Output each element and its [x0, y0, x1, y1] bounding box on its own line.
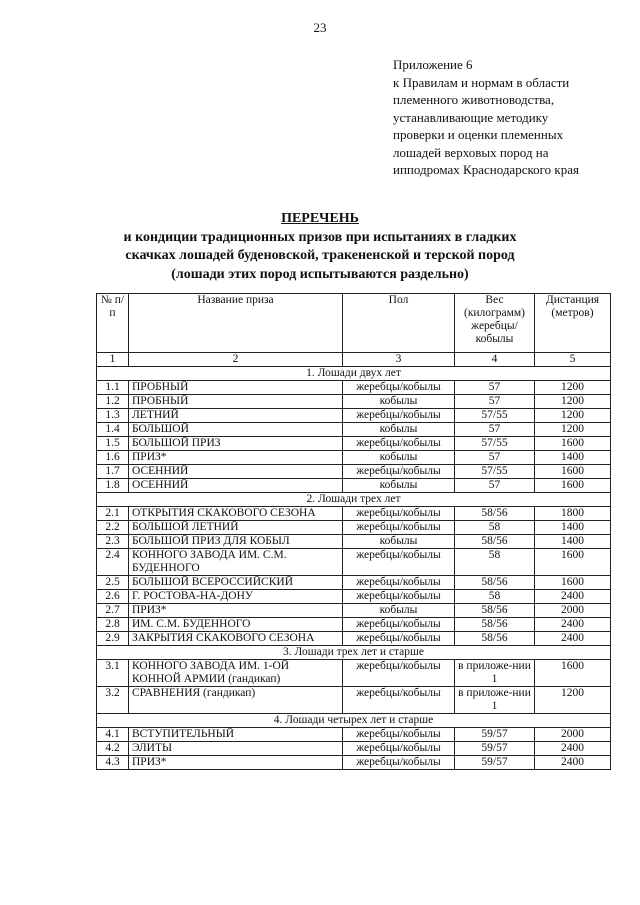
distance: 2400	[535, 756, 611, 770]
row-number: 3.1	[97, 660, 129, 687]
sex: жеребцы/кобылы	[343, 465, 455, 479]
prize-name: Г. РОСТОВА-НА-ДОНУ	[129, 590, 343, 604]
row-number: 2.4	[97, 549, 129, 576]
prize-name: ОСЕННИЙ	[129, 465, 343, 479]
row-number: 1.2	[97, 395, 129, 409]
row-number: 1.1	[97, 381, 129, 395]
table-row	[97, 423, 611, 437]
table-row	[97, 437, 611, 451]
weight: 57	[455, 423, 535, 437]
weight: 59/57	[455, 742, 535, 756]
row-number: 4.3	[97, 756, 129, 770]
heading-line: и кондиции традиционных призов при испытаниях в гладких	[123, 229, 517, 245]
row-number: 2.2	[97, 521, 129, 535]
sex: жеребцы/кобылы	[343, 409, 455, 423]
weight: в приложе-нии 1	[455, 687, 535, 714]
row-number: 2.8	[97, 618, 129, 632]
column-number: 3	[343, 353, 455, 367]
weight: 58/56	[455, 535, 535, 549]
table-row	[97, 660, 611, 687]
table-row	[97, 409, 611, 423]
prize-name: ОСЕННИЙ	[129, 479, 343, 493]
appendix-line: племенного животноводства,	[393, 92, 555, 107]
table-row	[97, 632, 611, 646]
weight: 57/55	[455, 465, 535, 479]
appendix-line: Приложение 6	[393, 57, 473, 72]
heading-note: (лошади этих пород испытываются раздельно)	[171, 266, 469, 282]
prize-name: ЭЛИТЫ	[129, 742, 343, 756]
distance: 1600	[535, 549, 611, 576]
prize-name: ПРОБНЫЙ	[129, 395, 343, 409]
row-number: 2.9	[97, 632, 129, 646]
row-number: 1.3	[97, 409, 129, 423]
weight: 58/56	[455, 507, 535, 521]
weight: 57	[455, 451, 535, 465]
appendix-line: к Правилам и нормам в области	[393, 74, 570, 90]
prize-name: ЗАКРЫТИЯ СКАКОВОГО СЕЗОНА	[129, 632, 343, 646]
distance: 1200	[535, 687, 611, 714]
prize-name: ЛЕТНИЙ	[129, 409, 343, 423]
table-row	[97, 756, 611, 770]
distance: 2000	[535, 604, 611, 618]
row-number: 1.5	[97, 437, 129, 451]
sex: жеребцы/кобылы	[343, 618, 455, 632]
sex: жеребцы/кобылы	[343, 660, 455, 687]
distance: 1600	[535, 660, 611, 687]
prize-name: БОЛЬШОЙ ПРИЗ ДЛЯ КОБЫЛ	[129, 535, 343, 549]
appendix-note	[393, 56, 633, 179]
weight: 59/57	[455, 756, 535, 770]
prize-name: БОЛЬШОЙ	[129, 423, 343, 437]
column-number: 5	[535, 353, 611, 367]
sex: жеребцы/кобылы	[343, 687, 455, 714]
table-row	[97, 381, 611, 395]
sex: жеребцы/кобылы	[343, 549, 455, 576]
row-number: 4.1	[97, 728, 129, 742]
table-body	[97, 367, 611, 770]
distance: 2400	[535, 590, 611, 604]
distance: 1400	[535, 451, 611, 465]
appendix-line: лошадей верховых пород на	[393, 144, 549, 160]
section-row	[97, 646, 611, 660]
weight: в приложе-нии 1	[455, 660, 535, 687]
header-weight: Вес (килограмм) жеребцы/ кобылы	[455, 294, 535, 353]
table-row	[97, 507, 611, 521]
column-number: 2	[129, 353, 343, 367]
distance: 2400	[535, 632, 611, 646]
appendix-line: устанавливающие методику	[393, 109, 549, 125]
row-number: 2.5	[97, 576, 129, 590]
section-row	[97, 714, 611, 728]
weight: 58	[455, 590, 535, 604]
header-distance: Дистанция (метров)	[535, 294, 611, 353]
weight: 58/56	[455, 604, 535, 618]
sex: кобылы	[343, 604, 455, 618]
sex: жеребцы/кобылы	[343, 437, 455, 451]
distance: 2400	[535, 742, 611, 756]
header-prize-name: Название приза	[129, 294, 343, 353]
prize-name: СРАВНЕНИЯ (гандикап)	[129, 687, 343, 714]
column-number: 1	[97, 353, 129, 367]
table-row	[97, 521, 611, 535]
prize-name: ПРИЗ*	[129, 604, 343, 618]
row-number: 2.1	[97, 507, 129, 521]
sex: жеребцы/кобылы	[343, 742, 455, 756]
distance: 1200	[535, 423, 611, 437]
weight: 57/55	[455, 437, 535, 451]
prize-name: ОТКРЫТИЯ СКАКОВОГО СЕЗОНА	[129, 507, 343, 521]
row-number: 3.2	[97, 687, 129, 714]
sex: кобылы	[343, 395, 455, 409]
sex: жеребцы/кобылы	[343, 381, 455, 395]
table-row	[97, 728, 611, 742]
table-row	[97, 618, 611, 632]
table-row	[97, 395, 611, 409]
section-title: 2. Лошади трех лет	[97, 493, 611, 507]
section-row	[97, 493, 611, 507]
table-header-row	[97, 294, 611, 353]
sex: кобылы	[343, 451, 455, 465]
distance: 1600	[535, 479, 611, 493]
document-heading	[0, 210, 640, 284]
weight: 58/56	[455, 576, 535, 590]
header-sex: Пол	[343, 294, 455, 353]
distance: 2400	[535, 618, 611, 632]
distance: 1600	[535, 576, 611, 590]
page-number: 23	[313, 20, 327, 35]
table-row	[97, 465, 611, 479]
weight: 57	[455, 381, 535, 395]
row-number: 1.4	[97, 423, 129, 437]
row-number: 2.3	[97, 535, 129, 549]
prize-name: ВСТУПИТЕЛЬНЫЙ	[129, 728, 343, 742]
distance: 1400	[535, 535, 611, 549]
distance: 1200	[535, 381, 611, 395]
distance: 1600	[535, 437, 611, 451]
distance: 1400	[535, 521, 611, 535]
sex: кобылы	[343, 423, 455, 437]
section-title: 3. Лошади трех лет и старше	[97, 646, 611, 660]
weight: 57	[455, 395, 535, 409]
sex: жеребцы/кобылы	[343, 590, 455, 604]
prize-name: ПРИЗ*	[129, 451, 343, 465]
weight: 58/56	[455, 618, 535, 632]
sex: жеребцы/кобылы	[343, 756, 455, 770]
table-row	[97, 451, 611, 465]
prize-name: КОННОГО ЗАВОДА ИМ. 1-ОЙ КОННОЙ АРМИИ (гандикап)	[129, 660, 343, 687]
table-row	[97, 590, 611, 604]
weight: 57	[455, 479, 535, 493]
section-title: 1. Лошади двух лет	[97, 367, 611, 381]
prize-name: КОННОГО ЗАВОДА ИМ. С.М. БУДЕННОГО	[129, 549, 343, 576]
column-number-row	[97, 353, 611, 367]
prizes-table	[96, 293, 611, 770]
heading-line: скачках лошадей буденовской, тракененской и терской пород	[125, 248, 515, 263]
distance: 2000	[535, 728, 611, 742]
table-row	[97, 549, 611, 576]
prize-name: БОЛЬШОЙ ЛЕТНИЙ	[129, 521, 343, 535]
heading-title: ПЕРЕЧЕНЬ	[281, 211, 359, 226]
row-number: 2.6	[97, 590, 129, 604]
prize-name: БОЛЬШОЙ ВСЕРОССИЙСКИЙ	[129, 576, 343, 590]
prize-name: ПРОБНЫЙ	[129, 381, 343, 395]
sex: жеребцы/кобылы	[343, 728, 455, 742]
prize-name: ИМ. С.М. БУДЕННОГО	[129, 618, 343, 632]
row-number: 1.7	[97, 465, 129, 479]
row-number: 2.7	[97, 604, 129, 618]
table-row	[97, 742, 611, 756]
table-row	[97, 687, 611, 714]
table-row	[97, 535, 611, 549]
distance: 1200	[535, 395, 611, 409]
weight: 58	[455, 521, 535, 535]
row-number: 4.2	[97, 742, 129, 756]
section-title: 4. Лошади четырех лет и старше	[97, 714, 611, 728]
prize-name: ПРИЗ*	[129, 756, 343, 770]
header-number: № п/п	[97, 294, 129, 353]
weight: 58	[455, 549, 535, 576]
sex: жеребцы/кобылы	[343, 576, 455, 590]
sex: жеребцы/кобылы	[343, 521, 455, 535]
prize-name: БОЛЬШОЙ ПРИЗ	[129, 437, 343, 451]
row-number: 1.6	[97, 451, 129, 465]
appendix-line: ипподромах Краснодарского края	[393, 162, 579, 177]
distance: 1200	[535, 409, 611, 423]
sex: жеребцы/кобылы	[343, 632, 455, 646]
table-row	[97, 479, 611, 493]
table-row	[97, 576, 611, 590]
table-row	[97, 604, 611, 618]
weight: 57/55	[455, 409, 535, 423]
weight: 59/57	[455, 728, 535, 742]
section-row	[97, 367, 611, 381]
column-number: 4	[455, 353, 535, 367]
sex: жеребцы/кобылы	[343, 507, 455, 521]
row-number: 1.8	[97, 479, 129, 493]
sex: кобылы	[343, 479, 455, 493]
distance: 1600	[535, 465, 611, 479]
sex: кобылы	[343, 535, 455, 549]
weight: 58/56	[455, 632, 535, 646]
distance: 1800	[535, 507, 611, 521]
appendix-line: проверки и оценки племенных	[393, 127, 564, 142]
